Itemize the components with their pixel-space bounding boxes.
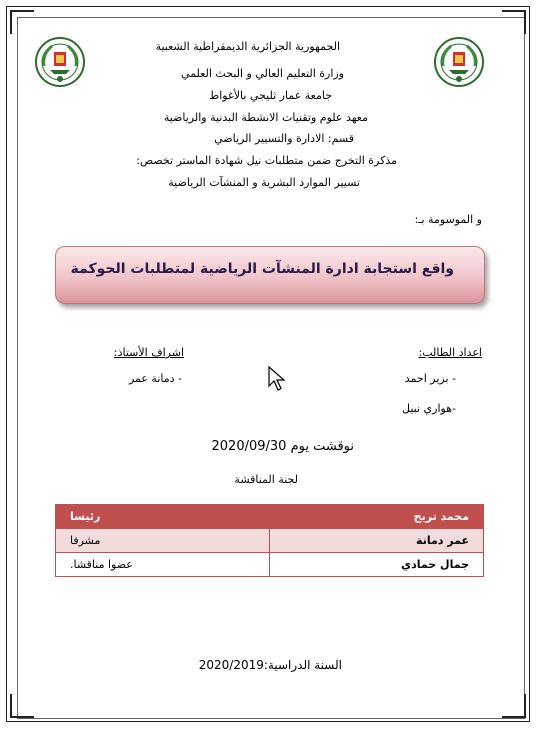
member-role: مشرفا [56,529,270,553]
supervisor-heading: اشراف الأستاذ: [113,346,184,359]
university-seal-icon [433,36,485,88]
table-row [56,505,484,529]
border-corner [502,10,526,34]
academic-year: السنة الدراسية:2020/2019 [198,658,342,672]
table-row [56,553,484,577]
border-corner [502,694,526,718]
university-name: جامعة عمار ثليجي بالأغواط [209,89,332,102]
member-name: محمد تريح [270,505,484,529]
ministry-name: وزارة التعليم العالي و البحث العلمي [181,67,344,80]
university-seal-icon [34,36,86,88]
border-corner [10,694,34,718]
border-corner [10,10,34,34]
supervisor-name: - دمانة عمر [128,372,182,385]
specialty-name: تسيير الموارد البشرية و المنشآت الرياضية [168,176,360,189]
committee-table [55,504,484,577]
member-name: جمال حمادي [270,553,484,577]
member-name: عمر دمانة [270,529,484,553]
thesis-title: واقع استجابة ادارة المنشآت الرياضية لمتطلبات الحوكمة [70,261,454,277]
students-heading: اعداد الطالب: [418,346,482,359]
republic-name: الجمهورية الجزائرية الديمقراطية الشعبية [155,40,340,53]
memo-statement: مذكرة التخرج ضمن متطلبات نيل شهادة الماستر تخصص: [136,154,397,167]
table-row [56,529,484,553]
committee-title: لجنة المناقشة [234,473,298,486]
member-role: رئيسا [56,505,270,529]
department-name: قسم: الادارة والتسيير الرياضي [214,132,354,145]
student-name-1: - بزير احمد [404,372,456,385]
labeled-intro: و الموسومة بـ: [414,213,482,226]
institute-name: معهد علوم وتقنيات الانشطة البدنية والرياضية [163,111,368,124]
member-role: عضوا مناقشا. [56,553,270,577]
mouse-cursor-icon [268,366,286,392]
defense-date: نوقشت يوم 2020/09/30 [211,439,354,454]
student-name-2: -هواري نبيل [402,402,456,415]
thesis-title-box [55,246,485,304]
